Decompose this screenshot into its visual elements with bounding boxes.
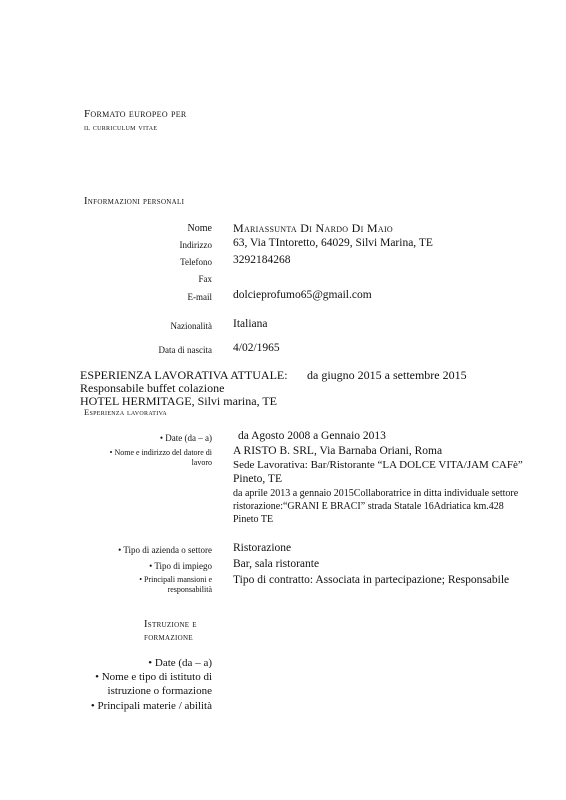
value-exp-employer-line: Pineto, TE (233, 473, 282, 485)
cv-title-line1: Formato europeo per (84, 108, 187, 120)
education-section-title-2: formazione (144, 632, 193, 643)
label-nazionalita: Nazionalità (170, 321, 212, 331)
personal-section-title: Informazioni personali (84, 196, 185, 207)
label-email: E-mail (187, 292, 212, 302)
label-exp-duties-2: responsabilità (167, 585, 212, 594)
value-data-nascita: 4/02/1965 (233, 342, 280, 354)
value-indirizzo: 63, Via TIntoretto, 64029, Silvi Marina, TE (233, 237, 433, 249)
label-nome: Nome (187, 223, 212, 234)
label-edu-date: • Date (da – a) (148, 657, 212, 669)
label-telefono: Telefono (180, 257, 212, 267)
current-job-role: Responsabile buffet colazione (80, 381, 225, 395)
current-job-place: HOTEL HERMITAGE, Silvi marina, TE (80, 394, 278, 408)
label-exp-date: • Date (da – a) (159, 433, 212, 443)
value-exp-employer-line: A RISTO B. SRL, Via Barnaba Oriani, Roma (233, 445, 443, 457)
current-job-title: ESPERIENZA LAVORATIVA ATTUALE: (80, 368, 288, 382)
label-exp-employer-1: • Nome e indirizzo del datore di (109, 448, 212, 457)
current-job-period: da giugno 2015 a settembre 2015 (307, 368, 467, 382)
label-fax: Fax (198, 274, 212, 284)
value-exp-job-type: Bar, sala ristorante (233, 558, 320, 570)
label-edu-institute-2: istruzione o formazione (107, 685, 212, 697)
label-exp-employer-2: lavoro (191, 458, 212, 467)
value-exp-extra-line: ristorazione:“GRANI E BRACI” strada Statale 16Adriatica km.428 (233, 501, 504, 512)
label-edu-subjects: • Principali materie / abilità (90, 700, 212, 712)
value-exp-extra-line: Pineto TE (233, 514, 274, 525)
label-edu-institute-1: • Nome e tipo di istituto di (95, 671, 212, 683)
value-exp-extra-line: da aprile 2013 a gennaio 2015Collaboratrice in ditta individuale settore (233, 488, 519, 499)
value-exp-date: da Agosto 2008 a Gennaio 2013 (238, 430, 386, 442)
value-nome: Mariassunta Di Nardo Di Maio (233, 221, 393, 235)
value-exp-sector: Ristorazione (233, 542, 292, 554)
cv-title-line2: il curriculum vitae (84, 122, 158, 132)
value-nazionalita: Italiana (233, 318, 268, 330)
label-data-nascita: Data di nascita (158, 345, 212, 355)
value-exp-employer-line: Sede Lavorativa: Bar/Ristorante “LA DOLCE VITA/JAM CAFè” (233, 459, 523, 471)
value-email: dolcieprofumo65@gmail.com (233, 289, 372, 301)
label-exp-sector: • Tipo di azienda o settore (118, 545, 212, 555)
education-section-title-1: Istruzione e (144, 619, 197, 630)
experience-section-title: Esperienza lavorativa (84, 407, 168, 417)
label-exp-duties-1: • Principali mansioni e (139, 575, 212, 584)
label-exp-job-type: • Tipo di impiego (149, 561, 212, 571)
value-exp-duties: Tipo di contratto: Associata in partecipazione; Responsabile (233, 574, 510, 586)
label-indirizzo: Indirizzo (179, 240, 212, 250)
value-telefono: 3292184268 (233, 254, 291, 266)
